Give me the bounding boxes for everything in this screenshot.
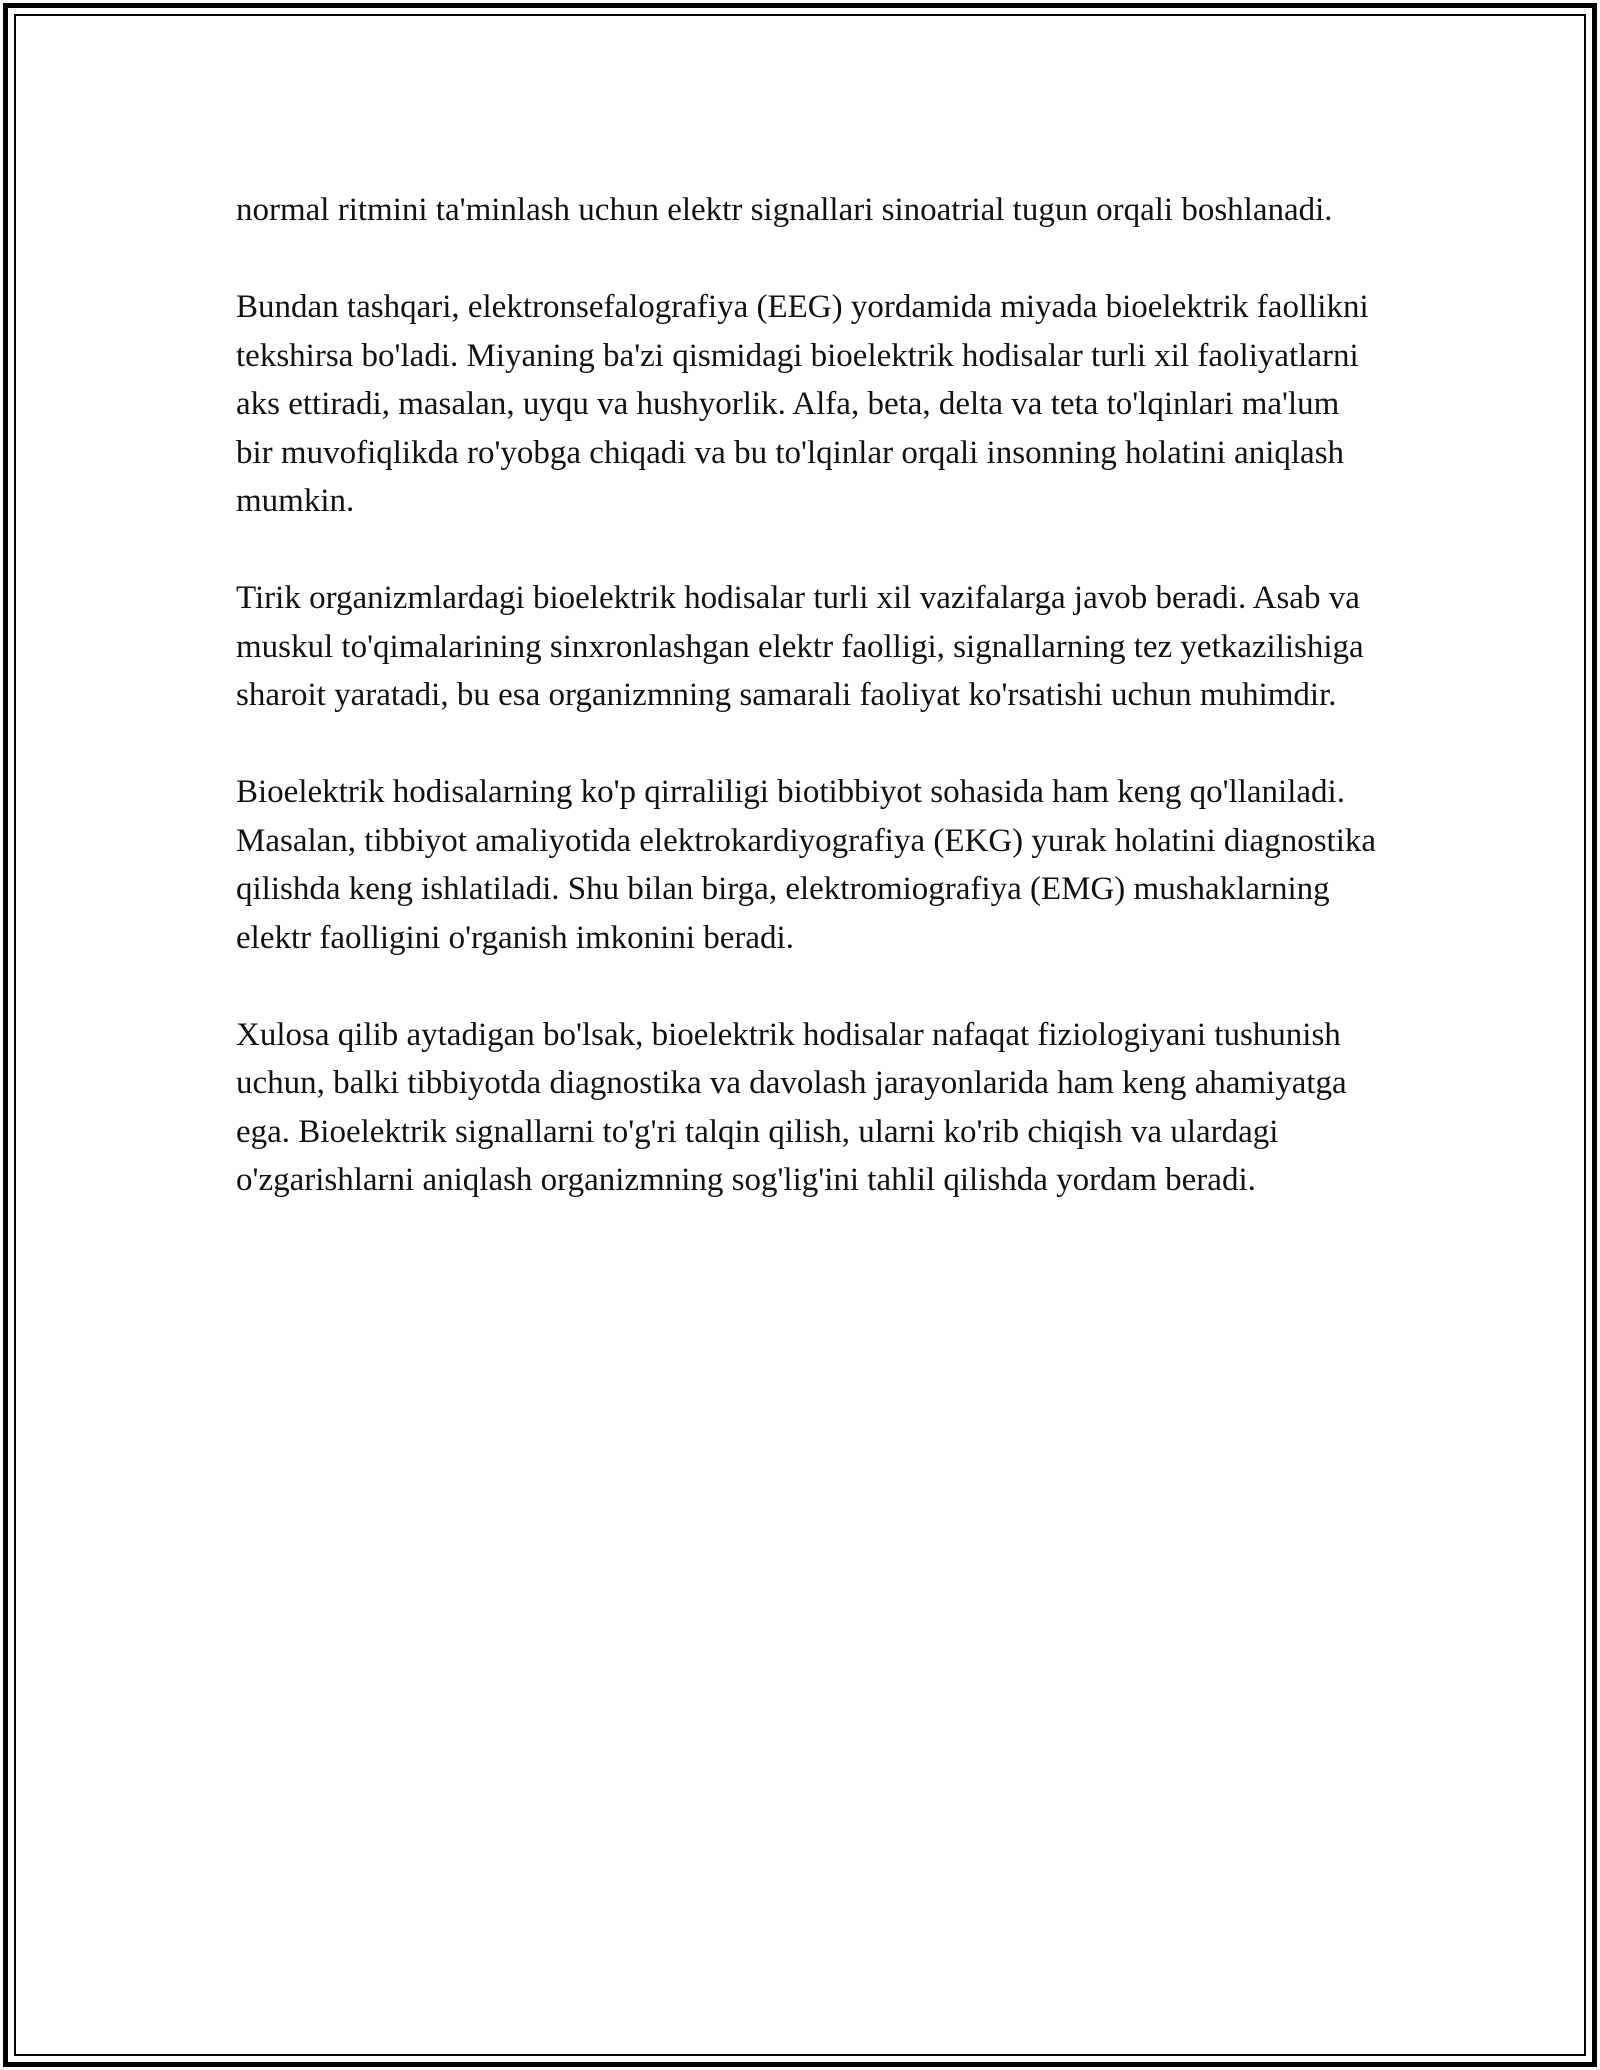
paragraph-eeg: Bundan tashqari, elektronsefalografiya (EEG) yordamida miyada bioelektrik faollikni tekshirsa bo'ladi. Miyaning ba'zi qismidagi bioelektrik hodisalar turli xil faoliyatlarni aks ettiradi, masalan, uyqu va hushyorlik. Alfa, beta, delta va teta to'lqinlari ma'lum bir muvofiqlikda ro'yobga chiqadi va bu to'lqinlar orqali insonning holatini aniqlash mumkin. bbox=[236, 289, 1369, 519]
paragraph-functions: Tirik organizmlardagi bioelektrik hodisalar turli xil vazifalarga javob beradi. Asab va muskul to'qimalarining sinxronlashgan elektr faolligi, signallarning tez yetkazilishiga sharoit yaratadi, bu esa organizmning samarali faoliyat ko'rsatishi uchun muhimdir. bbox=[236, 580, 1364, 713]
paragraph-heart-rhythm: normal ritmini ta'minlash uchun elektr signallari sinoatrial tugun orqali boshlanadi. bbox=[236, 192, 1333, 228]
document-body bbox=[236, 186, 1376, 1253]
paragraph-biomedicine: Bioelektrik hodisalarning ko'p qirraliligi biotibbiyot sohasida ham keng qo'llaniladi. Masalan, tibbiyot amaliyotida elektrokardiyografiya (EKG) yurak holatini diagnostika qilishda keng ishlatiladi. Shu bilan birga, elektromiografiya (EMG) mushaklarning elektr faolligini o'rganish imkonini beradi. bbox=[236, 774, 1377, 956]
paragraph-conclusion: Xulosa qilib aytadigan bo'lsak, bioelektrik hodisalar nafaqat fiziologiyani tushunish uchun, balki tibbiyotda diagnostika va davolash jarayonlarida ham keng ahamiyatga ega. Bioelektrik signallarni to'g'ri talqin qilish, ularni ko'rib chiqish va ulardagi o'zgarishlarni aniqlash organizmning sog'lig'ini tahlil qilishda yordam beradi. bbox=[236, 1016, 1347, 1198]
